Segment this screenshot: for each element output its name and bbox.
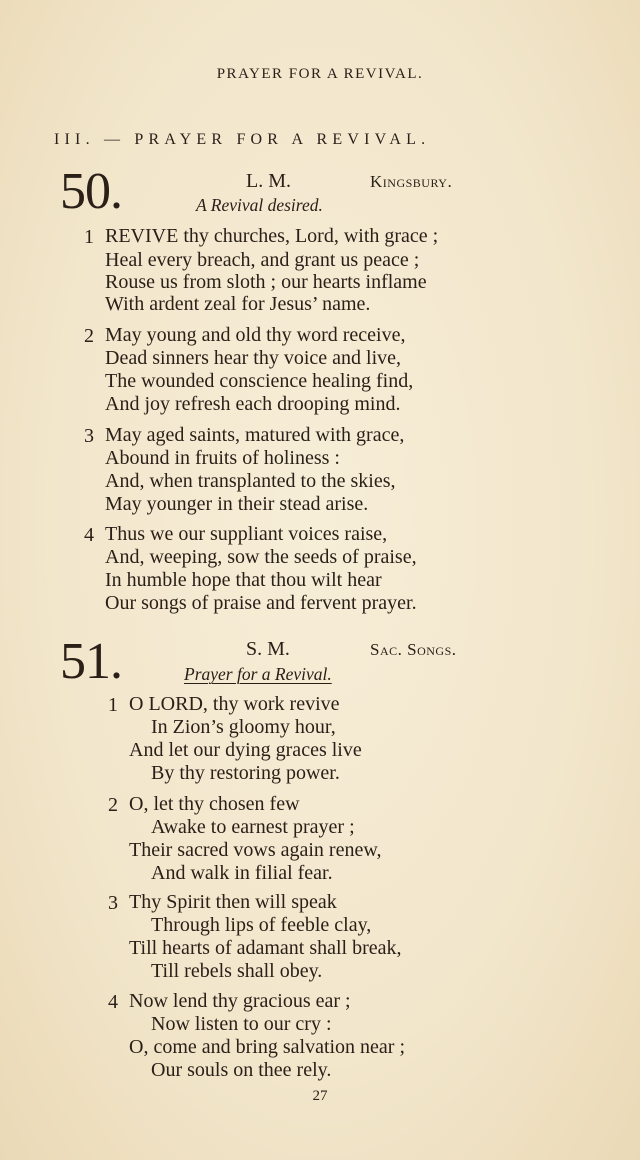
stanza-number: 2 bbox=[84, 325, 94, 347]
hymn-line: Awake to earnest prayer ; bbox=[151, 816, 355, 838]
hymn-line: Heal every breach, and grant us peace ; bbox=[105, 249, 420, 271]
hymn-line: May young and old thy word receive, bbox=[105, 324, 406, 346]
hymn-line: O LORD, thy work revive bbox=[129, 693, 340, 715]
hymn-line: Our souls on thee rely. bbox=[151, 1059, 332, 1081]
hymn-line: And walk in filial fear. bbox=[151, 862, 333, 884]
hymn-line: In humble hope that thou wilt hear bbox=[105, 569, 382, 591]
hymn-line: And joy refresh each drooping mind. bbox=[105, 393, 401, 415]
hymn-line: Thus we our suppliant voices raise, bbox=[105, 523, 388, 545]
hymn-line: Till hearts of adamant shall break, bbox=[129, 937, 402, 959]
hymn-line: And let our dying graces live bbox=[129, 739, 362, 761]
hymn-line: Till rebels shall obey. bbox=[151, 960, 323, 982]
hymn-tune: Sac. Songs. bbox=[370, 640, 457, 659]
hymn-line: The wounded conscience healing find, bbox=[105, 370, 414, 392]
page-number: 27 bbox=[312, 1088, 328, 1104]
hymn-line: In Zion’s gloomy hour, bbox=[151, 716, 336, 738]
hymn-line: With ardent zeal for Jesus’ name. bbox=[105, 293, 371, 315]
stanza-number: 4 bbox=[108, 991, 118, 1013]
stanza-number: 4 bbox=[84, 524, 94, 546]
hymn-number: 51. bbox=[60, 633, 122, 690]
hymn-line: And, when transplanted to the skies, bbox=[105, 470, 396, 492]
hymn-subtitle: A Revival desired. bbox=[196, 195, 323, 215]
hymn-line: Now lend thy gracious ear ; bbox=[129, 990, 351, 1012]
hymn-line: Through lips of feeble clay, bbox=[151, 914, 372, 936]
stanza-number: 2 bbox=[108, 794, 118, 816]
hymn-meter: L. M. bbox=[246, 170, 291, 192]
hymn-line: May younger in their stead arise. bbox=[105, 493, 369, 515]
hymn-line: O, let thy chosen few bbox=[129, 793, 300, 815]
hymn-subtitle: Prayer for a Revival. bbox=[184, 664, 332, 684]
stanza-number: 1 bbox=[108, 694, 118, 716]
hymn-number: 50. bbox=[60, 163, 122, 220]
hymn-line: Abound in fruits of holiness : bbox=[105, 447, 340, 469]
hymn-line: O, come and bring salvation near ; bbox=[129, 1036, 406, 1058]
hymn-meter: S. M. bbox=[246, 638, 290, 660]
hymn-line: Thy Spirit then will speak bbox=[129, 891, 337, 913]
hymn-line: By thy restoring power. bbox=[151, 762, 340, 784]
hymn-line: REVIVE thy churches, Lord, with grace ; bbox=[105, 225, 439, 247]
hymn-tune: Kingsbury. bbox=[370, 172, 453, 191]
stanza-number: 3 bbox=[84, 425, 94, 447]
hymn-line: Dead sinners hear thy voice and live, bbox=[105, 347, 402, 369]
running-head: PRAYER FOR A REVIVAL. bbox=[216, 66, 424, 82]
hymn-line: May aged saints, matured with grace, bbox=[105, 424, 405, 446]
stanza-number: 3 bbox=[108, 892, 118, 914]
hymn-line: And, weeping, sow the seeds of praise, bbox=[105, 546, 417, 568]
stanza-number: 1 bbox=[84, 226, 94, 248]
section-heading: III. — PRAYER FOR A REVIVAL. bbox=[54, 131, 431, 148]
hymn-line: Our songs of praise and fervent prayer. bbox=[105, 592, 417, 614]
hymn-line: Rouse us from sloth ; our hearts inflame bbox=[105, 271, 427, 293]
hymn-line: Their sacred vows again renew, bbox=[129, 839, 382, 861]
hymn-line: Now listen to our cry : bbox=[151, 1013, 332, 1035]
